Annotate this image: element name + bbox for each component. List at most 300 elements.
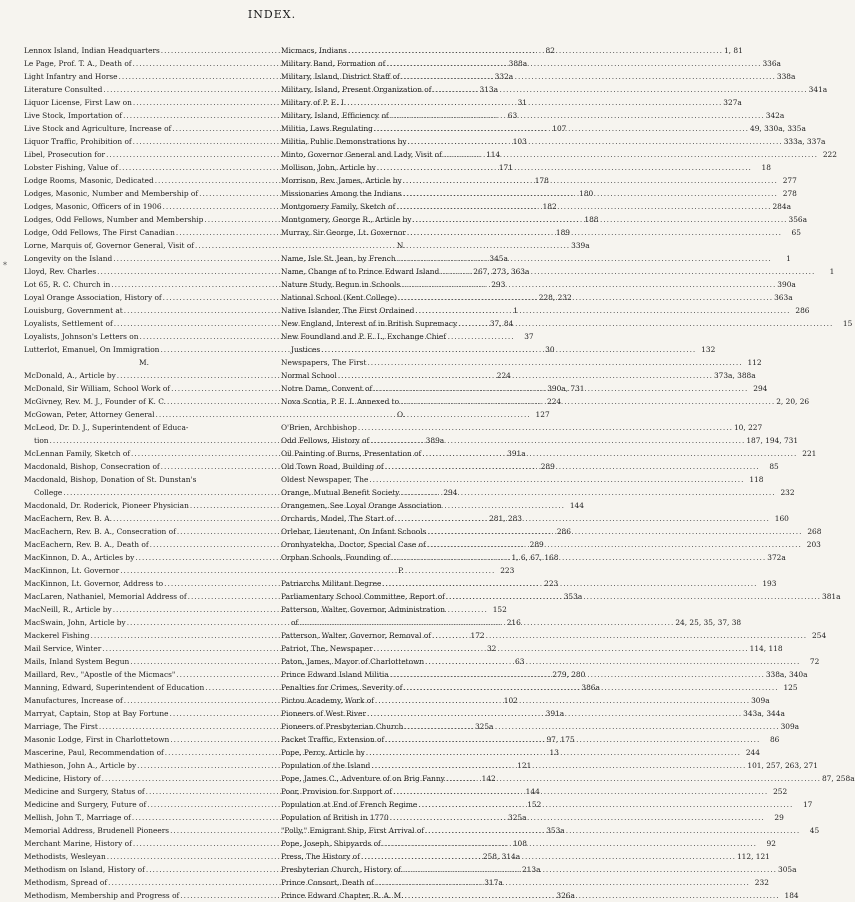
entry-pages: 127 [535, 410, 550, 419]
entry-title: Light Infantry and Horse [24, 72, 118, 81]
dot-leader [417, 798, 794, 811]
entry-title: Louisburg, Government at [24, 306, 123, 315]
index-entry [281, 252, 791, 265]
entry-title: Le Page, Prof. T. A., Death of [24, 59, 132, 68]
entry-pages: 332a [494, 72, 514, 81]
entry-title: Manufactures, Increase of [24, 696, 123, 705]
dot-leader [374, 694, 751, 707]
entry-pages: 356a [788, 215, 808, 224]
dot-leader [403, 720, 780, 733]
entry-pages: 15 [842, 319, 853, 328]
entry-pages: 258, 314a [482, 852, 521, 861]
entry-title: Militia, Public Demonstrations by [281, 137, 407, 146]
entry-title: Newspapers, The First [281, 358, 367, 367]
entry-title: Morrison, Rev. James, Article by [281, 176, 402, 185]
entry-title: Odd Fellows, History of [281, 436, 370, 445]
entry-title: Mail Service, Winter [24, 644, 102, 653]
index-entry [281, 473, 764, 486]
section-letter: O. [397, 410, 405, 419]
entry-title: MacNeill, R., Article by [24, 605, 112, 614]
index-entry [281, 304, 810, 317]
index-entry [281, 109, 785, 122]
section-letter: M. [139, 358, 149, 367]
entry-pages: 338a, 340a [765, 670, 808, 679]
entry-title: Paton, James, Mayor of Charlottetown [281, 657, 425, 666]
entry-pages: 82 [545, 46, 555, 55]
index-entry [281, 83, 828, 96]
entry-title: Literature Consulted [24, 85, 103, 94]
entry-pages: 1, 81 [723, 46, 743, 55]
dot-leader [370, 759, 747, 772]
dot-leader [385, 57, 762, 70]
entry-title: Orangemen, See Loyal Orange Association [281, 501, 442, 510]
dot-leader [384, 733, 761, 746]
entry-title: Oil Painting of Burns, Presentation of [281, 449, 422, 458]
entry-title: Mackerel Fishing [24, 631, 90, 640]
dot-leader [394, 512, 771, 525]
entry-pages: 92 [766, 839, 776, 848]
index-entry [24, 564, 515, 577]
entry-pages: 353a [563, 592, 583, 601]
index-entry [281, 512, 789, 525]
entry-title: Loyalists, Johnson's Letters on [24, 332, 139, 341]
entry-pages: 224 [496, 371, 511, 380]
entry-pages: 289 [540, 462, 555, 471]
entry-pages: 317a [484, 878, 503, 887]
entry-title: Lennox Island, Indian Headquarters [24, 46, 160, 55]
entry-pages: 336a [762, 59, 781, 68]
entry-title: Name, Isle St. Jean, by French [281, 254, 396, 263]
entry-pages: 390a [777, 280, 796, 289]
entry-pages: 294 [753, 384, 768, 393]
entry-pages: 326a [556, 891, 575, 900]
entry-title: Lodges, Masonic, Officers of in 1906 [24, 202, 162, 211]
entry-pages: 343a, 344a [743, 709, 785, 718]
index-entry [281, 850, 770, 863]
entry-title: McGivney, Rev. M. J., Founder of K. C. [24, 397, 166, 406]
entry-pages: 85 [769, 462, 779, 471]
entry-title: Nature Study, Begun in Schools [281, 280, 401, 289]
index-entry [281, 434, 799, 447]
entry-pages: 180 [579, 189, 594, 198]
entry-title: Military, Island, Present Organization of [281, 85, 432, 94]
dot-leader [389, 668, 766, 681]
entry-title: Live Stock, Importation of [24, 111, 123, 120]
entry-title: Patterson, Walter, Governor, Administration [281, 605, 445, 614]
entry-title: Liquor License, First Law on [24, 98, 132, 107]
entry-pages: 305a [778, 865, 797, 874]
entry-title: Mathieson, John A., Article by [24, 761, 137, 770]
entry-title: Militia, Laws Regulating [281, 124, 373, 133]
entry-pages: 372a [767, 553, 786, 562]
entry-pages: 72 [809, 657, 820, 666]
entry-title: Marryat, Captain, Stop at Bay Fortune [24, 709, 169, 718]
entry-title: Loyalists, Settlement of [24, 319, 113, 328]
entry-pages: 267, 273, 363a [473, 267, 530, 276]
entry-title: Oldest Newspaper, The [281, 475, 369, 484]
entry-title: Presbyterian Church, History of [281, 865, 401, 874]
entry-title: MacLaren, Nathaniel, Memorial Address of [24, 592, 187, 601]
entry-pages: 114 [486, 150, 501, 159]
entry-pages: 281, 283 [489, 514, 522, 523]
entry-title: Prince Edward Chapter, R. A. M. [281, 891, 404, 900]
entry-title: "Polly," Emigrant Ship, First Arrival of [281, 826, 425, 835]
entry-pages: 108 [512, 839, 527, 848]
entry-title: Military Band, Formation of [281, 59, 386, 68]
entry-title: Prince Consort, Death of [281, 878, 374, 887]
section-letter-heading [24, 356, 264, 369]
entry-pages: 102 [503, 696, 518, 705]
entry-pages: 284a [772, 202, 791, 211]
entry-pages: 327a [723, 98, 742, 107]
entry-title: Patriarchs Militant Degree [281, 579, 382, 588]
entry-pages: 86 [769, 735, 780, 744]
entry-pages: 152 [492, 605, 507, 614]
entry-pages: 294 [443, 488, 458, 497]
entry-title: Patriot, The, Newspaper [281, 644, 373, 653]
dot-leader [396, 252, 773, 265]
entry-pages: 353a [546, 826, 565, 835]
dot-leader [390, 551, 767, 564]
entry-pages: 293 [491, 280, 506, 289]
index-entry [281, 278, 796, 291]
index-entry [24, 473, 264, 486]
entry-title: Marriage, The First [24, 722, 98, 731]
entry-title: McLennan Family, Sketch of [24, 449, 131, 458]
entry-pages: 37, 84 [489, 319, 514, 328]
entry-pages: 24, 25, 35, 37, 38 [675, 618, 742, 627]
entry-title: Patterson, Walter, Governor, Removal of [281, 631, 432, 640]
entry-pages: 189 [555, 228, 571, 237]
index-entry [24, 421, 264, 434]
entry-pages: 144 [525, 787, 540, 796]
index-entry [281, 694, 770, 707]
dot-leader [357, 421, 734, 434]
entry-pages: 232 [780, 488, 795, 497]
entry-pages: 184 [784, 891, 799, 900]
entry-pages: 17 [802, 800, 813, 809]
entry-title: MacKinnon, Lt. Governor, Address to [24, 579, 164, 588]
dot-leader [347, 44, 724, 57]
entry-title: Liquor Traffic, Prohibition of [24, 137, 132, 146]
entry-pages: 232 [754, 878, 769, 887]
entry-pages: 132 [701, 345, 716, 354]
index-entry [281, 447, 817, 460]
entry-title: Population at End of French Regime [281, 800, 418, 809]
entry-title: Macdonald, Bishop, Consecration of [24, 462, 160, 471]
entry-title: Pope, Percy, Article by [281, 748, 365, 757]
entry-pages: 37 [524, 332, 534, 341]
dot-leader [389, 811, 766, 824]
entry-pages: 182 [542, 202, 557, 211]
dot-leader [366, 356, 743, 369]
dot-leader [392, 785, 769, 798]
dot-leader [373, 122, 750, 135]
entry-title: Medicine and Surgery, Status of [24, 787, 145, 796]
dot-leader [373, 642, 750, 655]
entry-title: of [291, 618, 299, 627]
entry-pages: 63 [507, 111, 518, 120]
dot-leader [424, 824, 801, 837]
index-entry [281, 811, 784, 824]
entry-title: Lutterlot, Emanuel, On Immigration [24, 345, 160, 354]
entry-pages: 244 [745, 748, 760, 757]
entry-pages: 160 [774, 514, 789, 523]
entry-title: Orlebar, Lieutenant, On Infant Schools [281, 527, 427, 536]
dot-leader [457, 317, 834, 330]
entry-pages: 87, 258a [821, 774, 855, 783]
entry-title: Lodges, Odd Fellows, Number and Membership [24, 215, 204, 224]
dot-leader [406, 226, 783, 239]
dot-leader [397, 291, 774, 304]
entry-title: Medicine and Surgery, Future of [24, 800, 147, 809]
dot-leader [298, 616, 675, 629]
index-entry [281, 837, 776, 850]
entry-title: Memorial Address, Brudenell Pioneers [24, 826, 170, 835]
entry-pages: 252 [773, 787, 788, 796]
index-entry [281, 499, 521, 512]
entry-title: Montgomery Family, Sketch of [281, 202, 396, 211]
dot-leader [400, 70, 777, 83]
dot-leader [439, 265, 816, 278]
entry-pages: 286 [795, 306, 810, 315]
entry-title: Maillard, Rev., "Apostle of the Micmacs" [24, 670, 176, 679]
entry-pages: 381a [822, 592, 841, 601]
entry-pages: 18 [761, 163, 771, 172]
entry-pages: 325a [508, 813, 527, 822]
dot-leader [376, 161, 753, 174]
entry-pages: 333a, 337a [783, 137, 826, 146]
dot-leader [445, 590, 822, 603]
entry-title: Medicine, History of [24, 774, 101, 783]
index-entry [281, 148, 837, 161]
entry-pages: 325a [474, 722, 494, 731]
entry-title: College [34, 488, 63, 497]
entry-title: Pioneers of West River [281, 709, 366, 718]
index-entry [281, 161, 771, 174]
entry-pages: 279, 280 [552, 670, 586, 679]
index-entry [281, 642, 783, 655]
dot-leader [360, 850, 737, 863]
index-entry [281, 265, 835, 278]
entry-title: Penalties for Crimes, Severity of [281, 683, 403, 692]
dot-leader [401, 863, 778, 876]
dot-leader [432, 83, 809, 96]
entry-title: Pope, James C., Adventure of on Brig Fanny [281, 774, 445, 783]
entry-title: tion [34, 436, 49, 445]
entry-pages: 171 [498, 163, 513, 172]
entry-pages: 1 [786, 254, 791, 263]
dot-leader [424, 655, 801, 668]
entry-pages: 32 [486, 644, 497, 653]
entry-pages: 391a [507, 449, 526, 458]
entry-title: MacKinnon, D. A., Articles by [24, 553, 135, 562]
entry-pages: 10, 227 [733, 423, 763, 432]
entry-pages: 277 [782, 176, 797, 185]
entry-pages: 338a [776, 72, 796, 81]
entry-title: Press, The History of [281, 852, 360, 861]
section-letter-heading [281, 564, 521, 577]
dot-leader [320, 343, 697, 356]
entry-title: Military, Island, Efficiency of [281, 111, 389, 120]
entry-pages: 389a [425, 436, 445, 445]
index-entry [281, 135, 826, 148]
entry-pages: 289 [529, 540, 544, 549]
entry-title: Micmacs, Indians [281, 46, 347, 55]
entry-title: Pope, Joseph, Shipyards of [281, 839, 381, 848]
dot-leader [414, 304, 791, 317]
dot-leader [384, 460, 761, 473]
dot-leader [404, 889, 781, 902]
index-entry [24, 239, 590, 252]
dot-leader [402, 187, 779, 200]
entry-pages: 31 [517, 98, 527, 107]
entry-title: Poor, Provision for Support of [281, 787, 393, 796]
dot-leader [389, 109, 766, 122]
entry-title: Libel, Prosecution for [24, 150, 106, 159]
dot-leader [411, 213, 788, 226]
entry-title: Lodge Rooms, Masonic, Dedicated [24, 176, 154, 185]
entry-title: MacEachern, Rev. B. A. [24, 514, 112, 523]
entry-pages: 391a [545, 709, 565, 718]
entry-title: Murray, Sir George, Lt. Governor [281, 228, 406, 237]
entry-title: Orange, Mutual Benefit Society [281, 488, 400, 497]
entry-pages: 63 [515, 657, 525, 666]
dot-leader [399, 486, 776, 499]
entry-title: Old Town Road, Building of [281, 462, 384, 471]
entry-pages: 144 [569, 501, 584, 510]
entry-title: Justices [291, 345, 321, 354]
entry-pages: 341a [808, 85, 828, 94]
entry-title: Oronhyatekha, Doctor, Special Case of [281, 540, 426, 549]
entry-pages: 313a [479, 85, 499, 94]
dot-leader [426, 538, 803, 551]
entry-title: Methodists, Wesleyan [24, 852, 106, 861]
entry-pages: 388a [508, 59, 528, 68]
entry-title: Native Islander, The First Ordained [281, 306, 415, 315]
entry-title: Prince Edward Island Militia [281, 670, 389, 679]
entry-title: Name, Change of to Prince Edward Island [281, 267, 440, 276]
index-entry [281, 772, 855, 785]
entry-title: McDonald, A., Article by [24, 371, 116, 380]
page-title: INDEX. [247, 8, 297, 21]
dot-leader [369, 434, 746, 447]
entry-title: Lodges, Masonic, Number and Membership of [24, 189, 199, 198]
entry-title: MacKinnon, Lt. Governor [24, 566, 120, 575]
entry-pages: 178 [534, 176, 549, 185]
entry-pages: 114, 118 [749, 644, 783, 653]
entry-pages: 49, 330a, 335a [750, 124, 806, 133]
entry-title: MacEachern, Rev. B. A., Death of [24, 540, 149, 549]
entry-title: Population of British in 1770 [281, 813, 389, 822]
entry-title: Macdonald, Bishop, Donation of St. Dunstan's [24, 475, 197, 484]
entry-title: Notre Dame, Convent of [281, 384, 373, 393]
entry-pages: 386a [581, 683, 600, 692]
entry-pages: 213a [521, 865, 541, 874]
entry-pages: 390a, 731 [547, 384, 585, 393]
entry-title: Mails, Inland System Begun [24, 657, 130, 666]
entry-pages: 112, 121 [736, 852, 770, 861]
entry-title: Nova Scotia, P. E. I. Annexed to [281, 397, 400, 406]
index-entry [281, 317, 853, 330]
entry-title: Packet Traffic, Extension of [281, 735, 385, 744]
section-letter: N. [396, 241, 406, 250]
dot-leader [426, 525, 803, 538]
index-entry [281, 616, 742, 629]
index-entry [281, 70, 796, 83]
entry-pages: 125 [783, 683, 798, 692]
entry-pages: 1 [829, 267, 835, 276]
dot-leader [445, 772, 822, 785]
entry-pages: 286 [556, 527, 571, 536]
entry-title: Longevity on the Island [24, 254, 113, 263]
entry-pages: 216 [506, 618, 521, 627]
entry-pages: 118 [749, 475, 764, 484]
index-entry [281, 57, 781, 70]
entry-title: Methodism, Spread of [24, 878, 108, 887]
dot-leader [372, 382, 749, 395]
dot-leader [402, 174, 779, 187]
entry-pages: 2, 20, 26 [776, 397, 810, 406]
entry-title: Pictou Academy, Work of [281, 696, 374, 705]
entry-title: Parliamentary School Committee, Report of [281, 592, 445, 601]
entry-title: National School (Kent College) [281, 293, 397, 302]
entry-pages: 152 [527, 800, 542, 809]
entry-title: Loyal Orange Association, History of [24, 293, 162, 302]
entry-pages: 309a [751, 696, 770, 705]
entry-pages: 222 [822, 150, 837, 159]
entry-title: Methodism on Island, History of [24, 865, 145, 874]
entry-title: New England, Interest of in British Supremacy [281, 319, 458, 328]
dot-leader [400, 278, 777, 291]
entry-title: Orphan Schools, Founding of [281, 553, 391, 562]
entry-title: Military of P. E. I. [281, 98, 347, 107]
entry-pages: 373a, 388a [713, 371, 756, 380]
entry-pages: 29 [774, 813, 784, 822]
dot-leader [366, 707, 743, 720]
index-entry [281, 330, 521, 343]
entry-pages: 187, 194, 731 [746, 436, 799, 445]
entry-pages: 97, 175 [546, 735, 575, 744]
entry-title: Merchant Marine, History of [24, 839, 132, 848]
entry-title: Pioneers of Presbyterian Church [281, 722, 404, 731]
entry-pages: 223 [544, 579, 559, 588]
dot-leader [442, 148, 819, 161]
entry-pages: 101, 257, 263, 271 [747, 761, 818, 770]
entry-pages: 1, 6, 67, 168 [511, 553, 559, 562]
dot-leader [421, 447, 798, 460]
entry-pages: 1 [513, 306, 518, 315]
entry-pages: 188 [584, 215, 599, 224]
index-entry [281, 629, 827, 642]
entry-title: Mollison, John, Article by [281, 163, 376, 172]
dot-leader [395, 200, 772, 213]
entry-pages: 278 [782, 189, 797, 198]
entry-pages: 223 [500, 566, 515, 575]
entry-title: O'Brien, Archbishop [281, 423, 357, 432]
entry-pages: 142 [481, 774, 496, 783]
entry-title: Masonic Lodge, First in Charlottetown [24, 735, 170, 744]
dot-leader [399, 395, 776, 408]
entry-pages: 45 [809, 826, 820, 835]
dot-leader [346, 96, 723, 109]
dot-leader [365, 746, 742, 759]
entry-pages: 339a [571, 241, 590, 250]
entry-title: McDonald, Sir William, School Work of [24, 384, 171, 393]
dot-leader [368, 473, 745, 486]
section-letter-heading [281, 408, 521, 421]
entry-title: Missionaries Among the Indians [281, 189, 402, 198]
